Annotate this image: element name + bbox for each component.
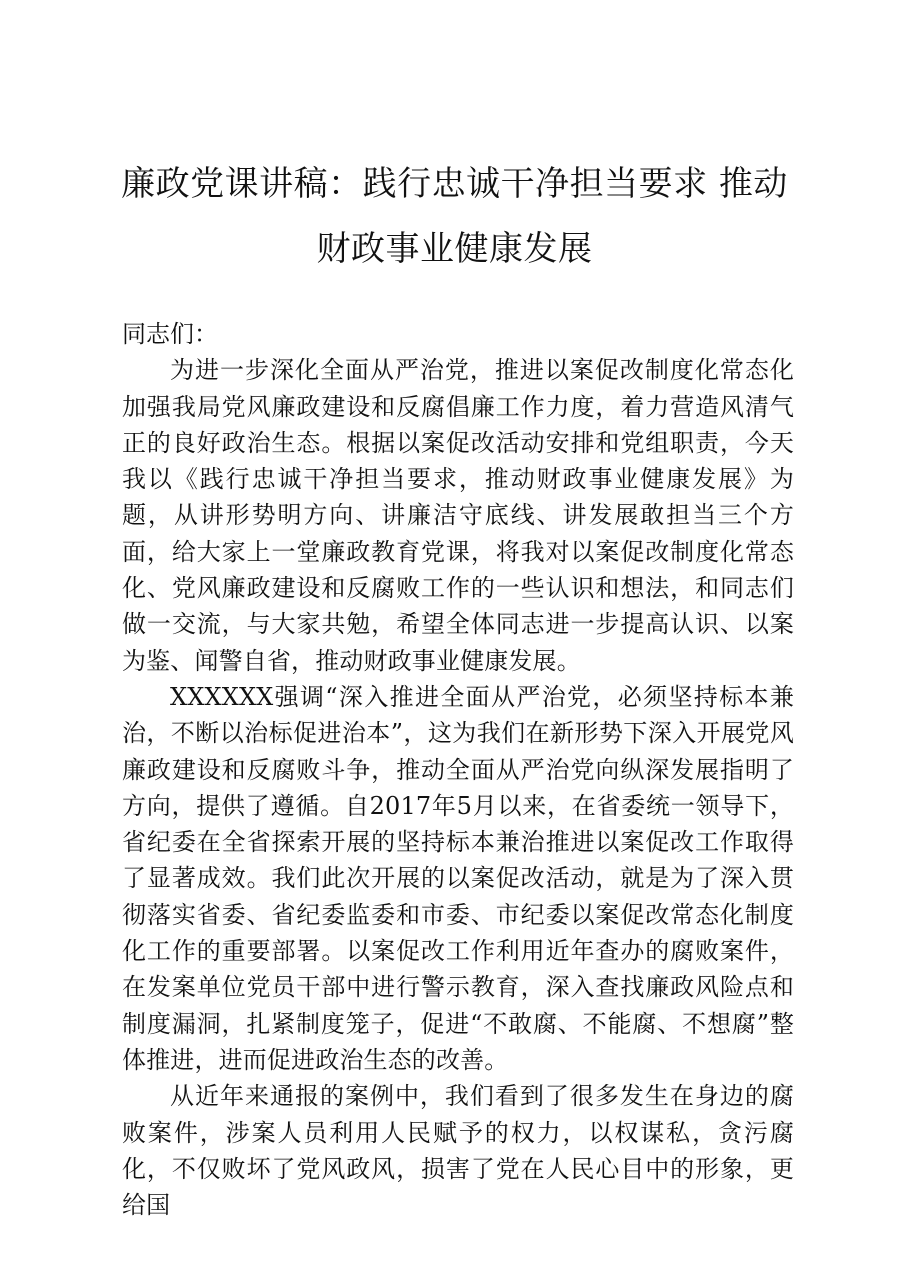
paragraph-1: 为进一步深化全面从严治党，推进以案促改制度化常态化加强我局党风廉政建设和反腐倡廉工作力度，着力营造风清气正的良好政治生态。根据以案促改活动安排和党组职责，今天我以《践行忠诚干净担当要求，推动财政事业健康发展》为题，从讲形势明方向、讲廉洁守底线、讲发展敢担当三个方面，给大家上一堂廉政教育党课，将我对以案促改制度化常态化、党风廉政建设和反腐败工作的一些认识和想法，和同志们做一交流，与大家共勉，希望全体同志进一步提高认识、以案为鉴、闻警自省，推动财政事业健康发展。 [122,356,794,675]
salutation: 同志们： [122,320,218,348]
document-title-line-2: 财政事业健康发展 [316,229,593,269]
paragraph-3: 从近年来通报的案例中，我们看到了很多发生在身边的腐败案件，涉案人员利用人民赋予的权力，以权谋私，贪污腐化，不仅败坏了党风政风，损害了党在人民心目中的形象，更给国 [122,1082,794,1220]
document-body [122,316,794,1223]
document-title-line-1: 廉政党课讲稿：践行忠诚干净担当要求 推动 [121,164,788,204]
paragraph-2: XXXXXX强调“深入推进全面从严治党，必须坚持标本兼治，不断以治标促进治本”，这为我们在新形势下深入开展党风廉政建设和反腐败斗争，推动全面从严治党向纵深发展指明了方向，提供了遵循。自2017年5月以来，在省委统一领导下，省纪委在全省探索开展的坚持标本兼治推进以案促改工作取得了显著成效。我们此次开展的以案促改活动，就是为了深入贯彻落实省委、省纪委监委和市委、市纪委以案促改常态化制度化工作的重要部署。以案促改工作利用近年查办的腐败案件，在发案单位党员干部中进行警示教育，深入查找廉政风险点和制度漏洞，扎紧制度笼子，促进“不敢腐、不能腐、不想腐”整体推进，进而促进政治生态的改善。 [122,682,794,1074]
